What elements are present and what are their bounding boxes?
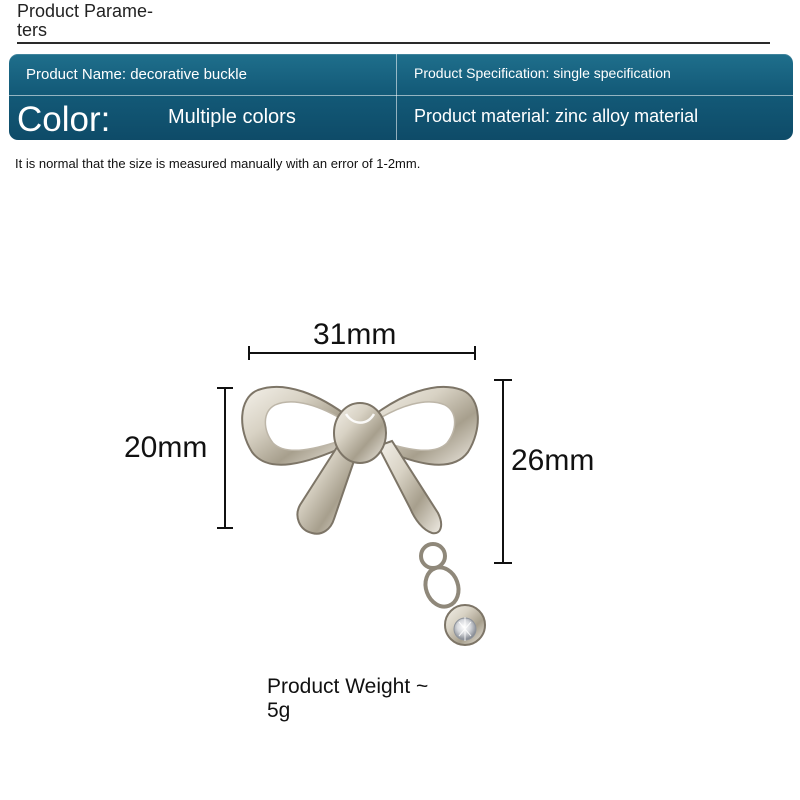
total-height-dimension-label: 26mm xyxy=(511,444,595,477)
color-label: Color: xyxy=(17,100,111,139)
product-name-cell: Product Name: decorative buckle xyxy=(26,66,247,83)
product-material-cell: Product material: zinc alloy material xyxy=(414,106,699,126)
color-value: Multiple colors xyxy=(168,106,296,128)
product-specification-cell: Product Specification: single specification xyxy=(414,65,671,81)
height-dimension-label: 20mm xyxy=(124,431,208,464)
measurement-note: It is normal that the size is measured manually with an error of 1-2mm. xyxy=(15,156,421,171)
product-weight: Product Weight ~ 5g xyxy=(267,675,429,722)
bow-pendant-icon xyxy=(242,387,485,645)
width-dimension-label: 31mm xyxy=(313,318,397,351)
section-title: Product Parame- ters xyxy=(17,1,154,40)
